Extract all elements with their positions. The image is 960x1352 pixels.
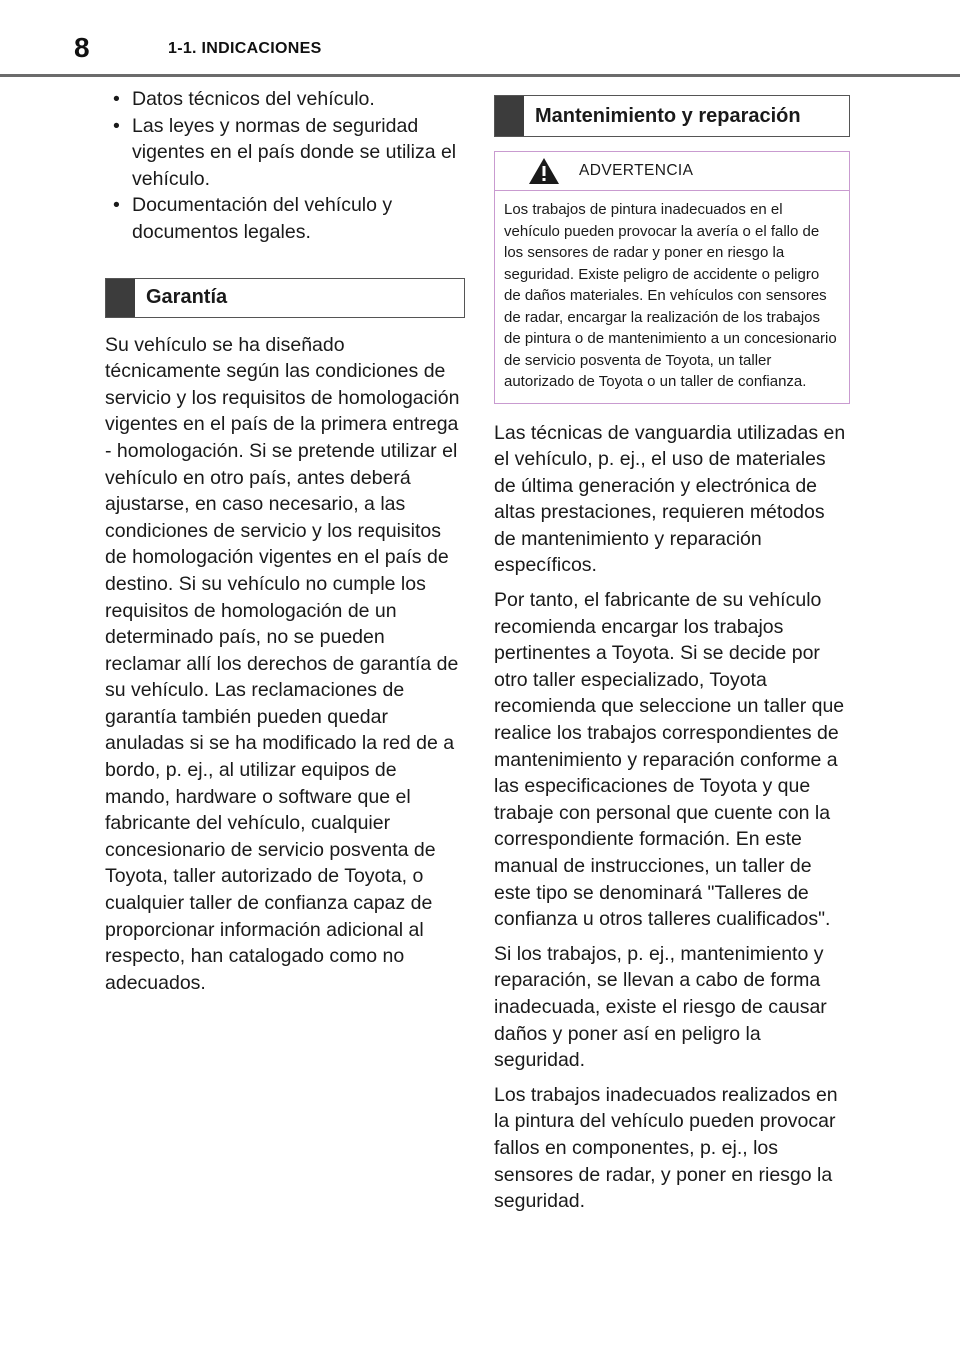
warning-label: ADVERTENCIA xyxy=(579,161,694,179)
warning-box xyxy=(494,151,850,404)
heading-text: Mantenimiento y reparación xyxy=(535,104,801,127)
left-column xyxy=(105,86,465,1004)
warning-triangle-icon xyxy=(527,156,561,186)
header-divider xyxy=(0,74,960,77)
paragraph: Las técnicas de vanguardia utilizadas en el vehículo, p. ej., el uso de materiales de última generación y electrónica de altas prestaciones, requieren métodos de mantenimiento y reparación específicos. xyxy=(494,421,846,577)
paragraph: Los trabajos inadecuados realizados en la pintura del vehículo pueden provocar fallos en componentes, p. ej., los sensores de radar, y poner en riesgo la seguridad. xyxy=(494,1083,838,1213)
heading-garantia xyxy=(105,278,465,318)
heading-mantenimiento xyxy=(494,95,850,137)
heading-bar xyxy=(495,96,524,136)
list-item: • Documentación del vehículo y documentos legales. xyxy=(105,192,465,245)
warning-header xyxy=(495,152,849,191)
list-item: • Las leyes y normas de seguridad vigentes en el país donde se utiliza el vehículo. xyxy=(105,113,465,193)
paragraph: Su vehículo se ha diseñado técnicamente según las condiciones de servicio y los requisitos de homologación vigentes en el país de la primera entrega - homologación. Si se pretende utilizar el vehículo en otro país, antes deberá ajustarse, en caso necesario, a las condiciones de servicio y los requisitos de homologación vigentes en el país de destino. Si su vehículo no cumple los requisitos de homologación de un determinado país, no se pueden reclamar allí los derechos de garantía de su vehículo. Las reclamaciones de garantía también pueden quedar anuladas si se ha modificado la red de a bordo, p. ej., al utilizar equipos de mando, hardware o software que el fabricante del vehículo, cualquier concesionario de servicio posventa de Toyota, taller autorizado de Toyota, o cualquier taller de confianza capaz de proporcionar información adicional al respecto, han catalogado como no adecuados. xyxy=(105,333,460,994)
page-number: 8 xyxy=(74,32,90,63)
heading-text: Garantía xyxy=(146,286,228,309)
paragraph: Si los trabajos, p. ej., mantenimiento y reparación, se llevan a cabo de forma inadecuada, existe el riesgo de causar daños y poner así en peligro la seguridad. xyxy=(494,942,827,1072)
list-item: • Datos técnicos del vehículo. xyxy=(105,86,465,113)
heading-bar xyxy=(106,279,135,317)
warning-text: Los trabajos de pintura inadecuados en el vehículo pueden provocar la avería o el fallo de los sensores de radar y poner en riesgo la seguridad. Existe peligro de accidente o peligro de daños materiales. En vehículos con sensores de radar, encargar la realización de los trabajos de pintura o de mantenimiento a un concesionario de servicio posventa de Toyota, un taller autorizado de Toyota o un taller de confianza. xyxy=(504,201,837,390)
right-column xyxy=(494,95,850,1223)
bullet-list xyxy=(105,86,465,246)
paragraph: Por tanto, el fabricante de su vehículo recomienda encargar los trabajos pertinentes a Toyota. Si se decide por otro taller especializado, Toyota recomienda que seleccione un taller que realice los trabajos correspondientes de mantenimiento y reparación conforme a las especificaciones de Toyota y que trabaje con personal que cuente con la correspondiente formación. En este manual de instrucciones, un taller de este tipo se denominará "Talleres de confianza u otros talleres cualificados". xyxy=(494,589,845,931)
page-header xyxy=(0,0,960,80)
section-title: 1-1. INDICACIONES xyxy=(168,40,322,57)
